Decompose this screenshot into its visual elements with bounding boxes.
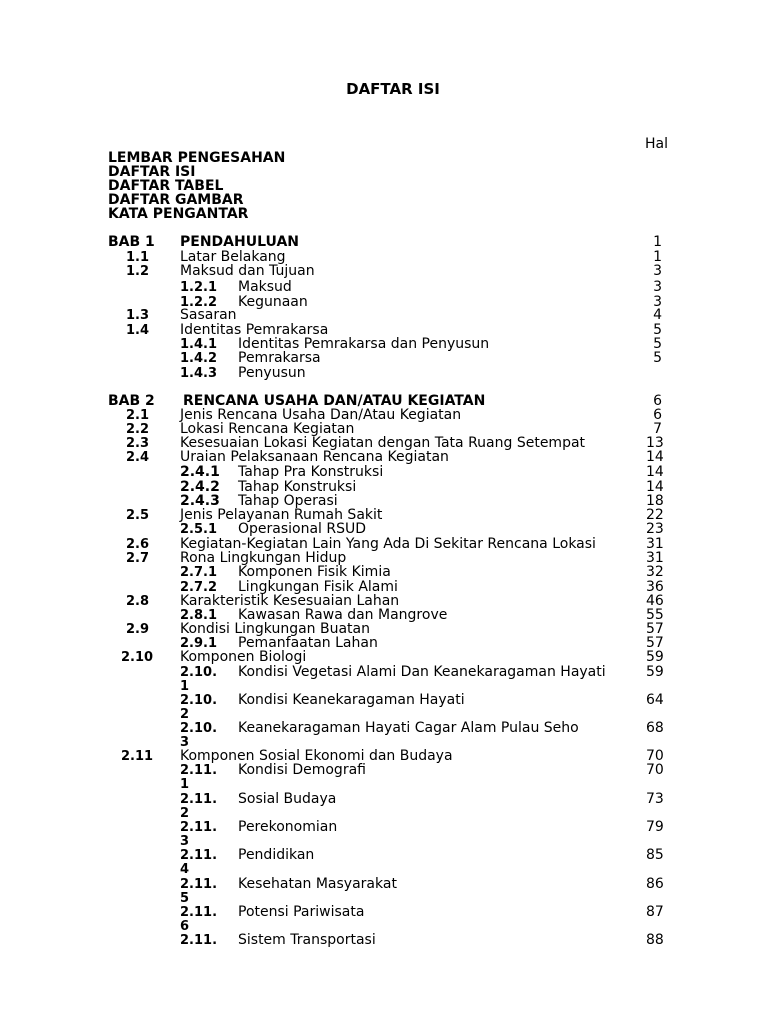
toc-entry-page: 18: [646, 493, 664, 509]
toc-entry: [0, 820, 768, 835]
toc-entry-page: 85: [646, 847, 664, 863]
toc-entry-number: 2.4.2: [180, 479, 220, 495]
toc-entry-number-cont: 3: [180, 735, 190, 750]
toc-entry-number-cont: 5: [180, 891, 190, 906]
toc-entry-title: Kondisi Lingkungan Buatan: [180, 621, 370, 637]
toc-entry-page: 57: [646, 635, 664, 651]
toc-entry-number: 1.4: [126, 323, 150, 338]
toc-entry-title: Rona Lingkungan Hidup: [180, 550, 347, 566]
toc-entry-title: Operasional RSUD: [238, 521, 367, 537]
toc-entry-title: Sistem Transportasi: [238, 932, 376, 948]
toc-entry-number: 2.7: [126, 551, 150, 566]
toc-entry-page: 57: [646, 621, 664, 637]
toc-entry-number-cont: 4: [180, 862, 190, 877]
toc-entry-page: 23: [646, 521, 664, 537]
toc-entry-number-cont: 2: [180, 806, 190, 821]
toc-entry-title: Tahap Konstruksi: [238, 479, 357, 495]
toc-entry-title: Kegiatan-Kegiatan Lain Yang Ada Di Sekitar Rencana Lokasi: [180, 536, 596, 552]
front-matter-item: DAFTAR GAMBAR: [108, 192, 244, 208]
front-matter-item: KATA PENGANTAR: [108, 206, 249, 222]
toc-entry-number-cont: 6: [180, 919, 190, 934]
toc-entry-page: 70: [646, 748, 664, 764]
toc-entry-number: 2.11.: [180, 792, 218, 807]
toc-entry: [0, 465, 768, 480]
toc-entry-page: 5: [653, 336, 662, 352]
toc-entry-page: 7: [653, 421, 662, 437]
toc-entry-page: 14: [646, 464, 664, 480]
toc-entry-number: 2.10.: [180, 721, 218, 736]
toc-entry-title: Uraian Pelaksanaan Rencana Kegiatan: [180, 449, 449, 465]
toc-entry-page: 5: [653, 322, 662, 338]
toc-entry-number: 2.8: [126, 594, 150, 609]
toc-entry-page: 1: [653, 249, 662, 265]
toc-entry-number-cont: 1: [180, 777, 190, 792]
toc-entry-number: 2.6: [126, 537, 150, 552]
front-matter-item: DAFTAR TABEL: [108, 178, 224, 194]
toc-entry-page: 5: [653, 350, 662, 366]
toc-entry-number: 2.11.: [180, 848, 218, 863]
toc-entry-title: Kondisi Vegetasi Alami Dan Keanekaragaman Hayati: [238, 664, 606, 680]
toc-entry-page: 79: [646, 819, 664, 835]
toc-entry-number-cont: 2: [180, 707, 190, 722]
toc-entry-page: 64: [646, 692, 664, 708]
toc-entry-title: RENCANA USAHA DAN/ATAU KEGIATAN: [183, 393, 486, 409]
toc-entry-page: 68: [646, 720, 664, 736]
toc-entry-number: 2.9.1: [180, 636, 218, 651]
toc-entry-page: 55: [646, 607, 664, 623]
toc-entry-title: Komponen Biologi: [180, 649, 307, 665]
toc-entry: [0, 905, 768, 920]
toc-entry-title: Latar Belakang: [180, 249, 286, 265]
toc-entry: [0, 933, 768, 948]
toc-entry-page: 86: [646, 876, 664, 892]
toc-entry-title: Identitas Pemrakarsa: [180, 322, 329, 338]
toc-entry-number: 1.2: [126, 264, 150, 279]
toc-entry-number: 2.10.: [180, 665, 218, 680]
toc-entry-title: PENDAHULUAN: [180, 234, 299, 250]
toc-entry-number: 2.11.: [180, 933, 218, 948]
toc-entry: [0, 665, 768, 680]
toc-entry-page: 22: [646, 507, 664, 523]
toc-entry-number: BAB 1: [108, 234, 155, 250]
toc-entry: [0, 721, 768, 736]
toc-entry-page: 14: [646, 479, 664, 495]
toc-entry-number: 2.8.1: [180, 608, 218, 623]
toc-entry-title: Lingkungan Fisik Alami: [238, 579, 398, 595]
toc-entry: [0, 650, 768, 665]
toc-entry-title: Lokasi Rencana Kegiatan: [180, 421, 355, 437]
toc-entry: [0, 264, 768, 279]
toc-entry-number: 2.7.1: [180, 565, 218, 580]
toc-entry: [0, 877, 768, 892]
toc-entry-page: 36: [646, 579, 664, 595]
toc-entry-number: 1.1: [126, 250, 150, 265]
toc-entry-title: Kawasan Rawa dan Mangrove: [238, 607, 448, 623]
toc-entry: [0, 366, 768, 381]
toc-entry-page: 13: [646, 435, 664, 451]
toc-entry-page: 3: [653, 294, 662, 310]
toc-entry-number: 2.4.1: [180, 464, 220, 480]
toc-entry-title: Penyusun: [238, 365, 306, 381]
toc-entry-number: 2.3: [126, 436, 150, 451]
toc-entry-title: Identitas Pemrakarsa dan Penyusun: [238, 336, 490, 352]
toc-entry: [0, 308, 768, 323]
toc-entry-title: Sosial Budaya: [238, 791, 337, 807]
toc-entry-page: 88: [646, 932, 664, 948]
toc-entry-page: 4: [653, 307, 662, 323]
toc-entry-number: 1.4.3: [180, 366, 218, 381]
toc-entry-title: Kegunaan: [238, 294, 308, 310]
toc-entry-page: 3: [653, 263, 662, 279]
toc-entry: [0, 351, 768, 366]
toc-entry-title: Pemrakarsa: [238, 350, 321, 366]
toc-entry: [0, 280, 768, 295]
toc-entry-title: Potensi Pariwisata: [238, 904, 365, 920]
toc-entry-number: 1.4.2: [180, 351, 218, 366]
toc-entry-title: Jenis Pelayanan Rumah Sakit: [180, 507, 383, 523]
toc-entry-number: 1.3: [126, 308, 150, 323]
toc-entry-title: Pendidikan: [238, 847, 315, 863]
toc-entry-title: Maksud: [238, 279, 292, 295]
toc-entry-title: Kondisi Demografi: [238, 762, 366, 778]
toc-entry: [0, 522, 768, 537]
toc-entry-number: 2.11.: [180, 905, 218, 920]
toc-entry-page: 6: [653, 393, 662, 409]
toc-entry-number: BAB 2: [108, 393, 155, 409]
toc-entry-title: Sasaran: [180, 307, 237, 323]
toc-entry-title: Jenis Rencana Usaha Dan/Atau Kegiatan: [180, 407, 462, 423]
toc-entry-number: 2.5: [126, 508, 150, 523]
page-column-header: Hal: [645, 136, 668, 152]
toc-entry-page: 6: [653, 407, 662, 423]
toc-entry-number: 1.2.2: [180, 295, 218, 310]
toc-entry-number: 2.2: [126, 422, 150, 437]
toc-entry-number: 2.4.3: [180, 493, 220, 509]
toc-entry-number: 2.11.: [180, 763, 218, 778]
toc-entry-page: 31: [646, 550, 664, 566]
toc-entry-number: 1.4.1: [180, 337, 218, 352]
toc-entry: [0, 450, 768, 465]
toc-entry-number: 2.11: [121, 749, 154, 764]
toc-entry-number: 2.5.1: [180, 522, 218, 537]
toc-entry-number-cont: 1: [180, 679, 190, 694]
front-matter-item: LEMBAR PENGESAHAN: [108, 150, 286, 166]
toc-entry-title: Pemanfaatan Lahan: [238, 635, 378, 651]
toc-entry-title: Karakteristik Kesesuaian Lahan: [180, 593, 400, 609]
toc-entry-number-cont: 3: [180, 834, 190, 849]
toc-entry-page: 46: [646, 593, 664, 609]
toc-entry-title: Keanekaragaman Hayati Cagar Alam Pulau Seho: [238, 720, 579, 736]
toc-entry-page: 32: [646, 564, 664, 580]
toc-entry-page: 59: [646, 649, 664, 665]
toc-entry-title: Kesehatan Masyarakat: [238, 876, 397, 892]
page-title: DAFTAR ISI: [346, 80, 440, 98]
toc-entry-page: 1: [653, 234, 662, 250]
toc-entry-page: 14: [646, 449, 664, 465]
toc-entry-page: 31: [646, 536, 664, 552]
toc-entry-title: Kesesuaian Lokasi Kegiatan dengan Tata Ruang Setempat: [180, 435, 586, 451]
toc-entry-page: 73: [646, 791, 664, 807]
toc-entry: [0, 565, 768, 580]
toc-entry-title: Maksud dan Tujuan: [180, 263, 315, 279]
toc-entry-number: 2.1: [126, 408, 150, 423]
toc-entry-number: 2.10.: [180, 693, 218, 708]
toc-entry-number: 2.7.2: [180, 580, 218, 595]
toc-entry-title: Tahap Pra Konstruksi: [238, 464, 384, 480]
toc-entry-number: 2.11.: [180, 820, 218, 835]
toc-entry: [0, 792, 768, 807]
toc-entry: [0, 693, 768, 708]
toc-entry: [0, 235, 768, 250]
toc-entry-number: 2.9: [126, 622, 150, 637]
toc-entry-title: Komponen Sosial Ekonomi dan Budaya: [180, 748, 453, 764]
front-matter-item: DAFTAR ISI: [108, 164, 196, 180]
toc-entry-title: Komponen Fisik Kimia: [238, 564, 391, 580]
toc-entry-title: Perekonomian: [238, 819, 338, 835]
toc-entry-number: 2.10: [121, 650, 154, 665]
toc-entry-page: 87: [646, 904, 664, 920]
toc-entry: [0, 763, 768, 778]
toc-entry-page: 59: [646, 664, 664, 680]
toc-entry-page: 3: [653, 279, 662, 295]
toc-entry-title: Tahap Operasi: [238, 493, 338, 509]
toc-entry-number: 1.2.1: [180, 280, 218, 295]
toc-entry-title: Kondisi Keanekaragaman Hayati: [238, 692, 465, 708]
toc-entry: [0, 848, 768, 863]
toc-entry-number: 2.11.: [180, 877, 218, 892]
toc-entry-page: 70: [646, 762, 664, 778]
toc-entry-number: 2.4: [126, 450, 150, 465]
